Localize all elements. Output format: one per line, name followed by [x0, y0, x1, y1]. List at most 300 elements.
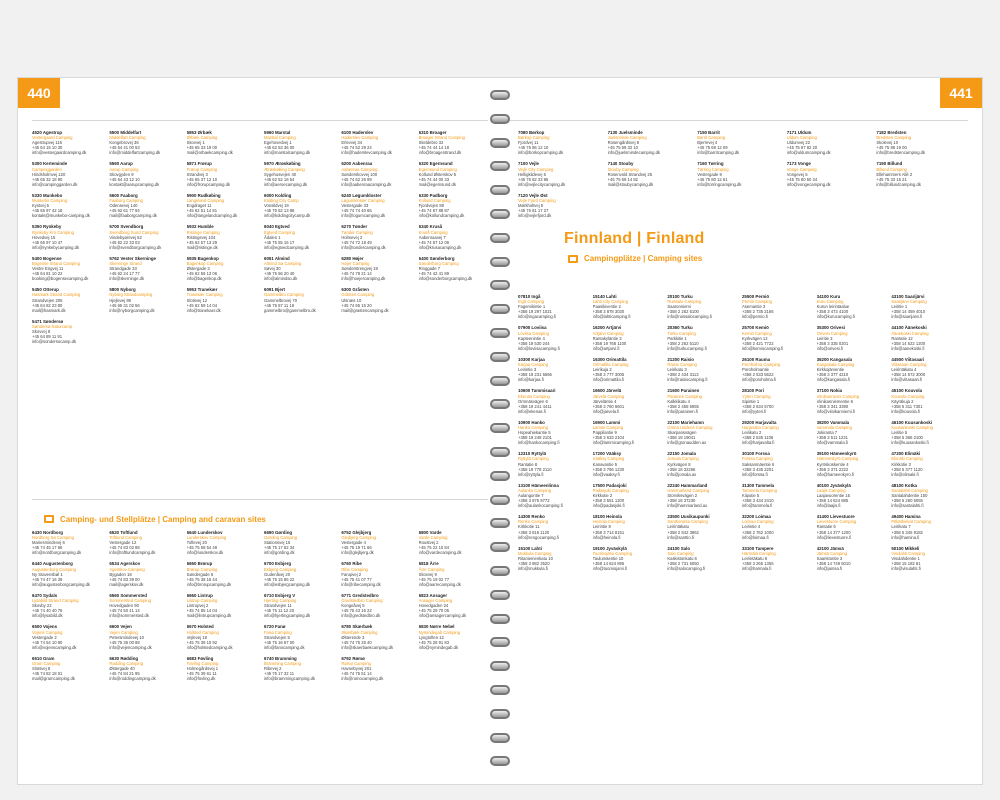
listing-detail: Farupvej 2	[341, 571, 362, 577]
listing-detail: +358 3 377 4210	[816, 372, 849, 378]
listing-subtitle: Salo Camping	[667, 550, 694, 556]
listing-detail: +45 75 39 10 92	[186, 639, 218, 645]
listing-subtitle: Ribe Camping	[341, 566, 368, 572]
listing-entry	[264, 656, 333, 681]
listing-subtitle: Visulahti Camping	[891, 550, 926, 556]
listing-detail: +358 3 714 8151	[592, 529, 625, 535]
listing-detail: info@sondersocamp.dk	[32, 339, 77, 345]
listing-entry	[787, 130, 869, 155]
listing-subtitle: Ruissalo Camping	[667, 299, 702, 305]
listing-detail: Strandvejen 11	[264, 603, 292, 609]
listing-subtitle: Forssa Camping	[741, 456, 773, 462]
listing-detail: info@ingacamping.fi	[518, 314, 557, 320]
listing-detail: +358 19 248 2101	[518, 435, 552, 441]
listing-entry	[109, 593, 178, 618]
listing-subtitle: Aabenraa Camping	[341, 166, 378, 172]
listing-detail: Roustvej 2	[418, 540, 439, 546]
listing-detail: Hovedvej 15	[32, 234, 56, 240]
listing-detail: info@krusacamping.dk	[418, 244, 462, 250]
listing-subtitle: Nyborg Strandcamping	[109, 292, 153, 298]
listing-detail: +45 75 57 11 16	[264, 302, 295, 308]
listing-detail: info@broagerstrand.dk	[418, 150, 462, 156]
listing-name: 6823 Ansager	[418, 592, 448, 598]
listing-detail: +358 14 377 1200	[816, 529, 851, 535]
listing-entry	[667, 451, 734, 476]
listing-detail: +358 3 265 1355	[741, 561, 774, 567]
listing-entry	[697, 161, 779, 186]
listing-subtitle: Vestergaard Camping	[32, 135, 73, 141]
listing-detail: +358 3 616 1120	[518, 529, 550, 535]
listing-detail: Leirikuja 2	[592, 367, 612, 373]
listing-entry	[742, 420, 809, 445]
listing-entry	[264, 193, 333, 218]
listing-detail: info@orimattila.fi	[592, 377, 624, 383]
listing-detail: +358 5 345 9182	[891, 529, 923, 535]
listing-detail: Kongebrovej 36	[109, 140, 139, 146]
listing-detail: info@jarvela.fi	[592, 408, 620, 414]
listing-name: 6800 Varde	[418, 530, 442, 535]
column	[109, 130, 178, 350]
listing-detail: Kurun leirintäalue	[816, 304, 850, 310]
listing-entry	[419, 530, 488, 555]
listing-subtitle: Rømø Camping	[341, 660, 371, 666]
listing-detail: Kystvej 5	[32, 203, 49, 209]
listing-name: 45100 Kouvola	[891, 388, 923, 394]
listing-detail: Hindsholmvej 120	[32, 171, 66, 177]
listing-subtitle: Laajis Camping	[816, 487, 846, 493]
listing-detail: Laajavuorentie 15	[816, 493, 850, 498]
listing-detail: +45 75 58 54 49	[186, 545, 218, 551]
listing-name: 43100 Saarijärvi	[891, 294, 925, 299]
listing-detail: info@ribecamping.dk	[341, 581, 381, 587]
listing-detail: +45 62 61 77 94	[109, 208, 140, 214]
listing-entry	[264, 256, 333, 281]
listing-detail: info@nyborgcamping.dk	[109, 307, 155, 313]
listing-subtitle: Sommersted Camping	[109, 598, 151, 604]
listing-detail: Vongevej 5	[786, 171, 808, 177]
listing-detail: info@kuusankoski.fi	[891, 440, 929, 446]
listing-detail: +45 75 36 00 98	[109, 639, 140, 645]
listing-name: 18100 Heinola	[592, 514, 622, 520]
listing-detail: +358 5 377 1120	[891, 466, 923, 472]
listing-entry	[419, 193, 488, 218]
listing-entry	[264, 130, 333, 155]
listing-subtitle: Lunderskov Camping	[186, 535, 227, 541]
listing-subtitle: Ristinge Camping	[186, 229, 220, 235]
listing-subtitle: Løgumkloster Camping	[341, 198, 385, 204]
listing-detail: info@salocamping.fi	[667, 566, 706, 572]
listing-detail: mail@stoubycamping.dk	[607, 181, 654, 187]
listing-detail: Santalahdentie 150	[891, 493, 928, 498]
camper-icon	[44, 515, 54, 523]
listing-detail: info@hamina.fi	[891, 534, 920, 540]
listing-name: 5600 Faaborg	[109, 192, 138, 198]
listing-name: 40100 Jyväskylä	[816, 482, 851, 488]
listing-detail: Käyräkuja 2	[891, 398, 914, 404]
listing-subtitle: Tammela Camping	[741, 487, 777, 493]
listing-subtitle: Haderslev Camping	[341, 135, 379, 141]
listing-detail: +358 14 749 5010	[816, 561, 851, 567]
listing-detail: +45 75 15 85 22	[264, 576, 295, 582]
listing-detail: +358 3 435 2201	[741, 466, 774, 472]
listing-detail: +45 74 44 14 18	[418, 145, 450, 151]
column	[341, 130, 410, 350]
listing-name: 42100 Jämsä	[816, 545, 844, 551]
listing-detail: +358 3 335 0201	[816, 340, 849, 346]
listing-detail: info@vaaksy.fi	[592, 471, 620, 477]
listing-detail: +45 75 67 82 20	[786, 145, 818, 151]
listing-detail: Asemantie 3	[741, 304, 766, 310]
listing-name: 16200 Artjärvi	[592, 325, 622, 331]
listing-entry	[742, 357, 809, 382]
listing-detail: info@sonderborgcamping.dk	[418, 276, 473, 282]
listing-name: 5471 Søndersø	[32, 318, 64, 324]
listing-detail: Gudenåvej 20	[264, 571, 291, 577]
listing-name: 5900 Rudkøbing	[186, 192, 221, 198]
listing-detail: info@bagenkop.dk	[186, 276, 222, 282]
listing-entry	[593, 357, 660, 382]
listing-subtitle: Kemiö Camping	[741, 330, 772, 336]
listing-detail: info@santtio.fi	[667, 534, 694, 540]
listing-entry	[32, 130, 101, 155]
listing-subtitle: Harjavalta Camping	[741, 424, 779, 430]
listing-detail: +45 75 55 16 17	[264, 239, 295, 245]
listing-detail: Aabenraavej 7	[418, 234, 446, 240]
listing-detail: Lintrupvej 2	[186, 603, 209, 609]
listing-subtitle: Augustenborg Camping	[32, 566, 76, 572]
listing-name: 5560 Aarup	[109, 161, 133, 167]
listing-detail: Leirikatu 2	[741, 430, 762, 436]
listing-name: 7120 Vejle Øst	[518, 192, 548, 198]
listing-name: 17200 Vääksy	[592, 451, 622, 457]
listing-name: 50100 Mikkeli	[891, 545, 920, 551]
column	[876, 130, 958, 224]
listing-name: 5871 Frørup	[186, 161, 212, 167]
listing-detail: Skovgyden 9	[109, 171, 134, 177]
listing-detail: Leirintäkatu	[667, 524, 689, 530]
listing-detail: info@barritcamping.dk	[697, 150, 740, 156]
listing-name: 20100 Turku	[667, 294, 693, 299]
listing-detail: +45 74 75 25 40	[341, 639, 372, 645]
listing-name: 25500 Perniö	[741, 294, 770, 299]
listing-detail: Østergade 40	[109, 666, 135, 672]
listing-entry	[518, 451, 585, 476]
listing-detail: Hovedgaden 90	[109, 603, 139, 609]
listing-detail: +45 64 41 00 53	[109, 145, 140, 151]
listing-subtitle: Bredsten Camping	[876, 135, 912, 141]
listing-detail: mail@gramcamping.dk	[32, 676, 75, 682]
listing-name: 6470 Sydals	[32, 592, 58, 598]
listing-name: 10300 Karjaa	[518, 356, 545, 362]
column	[419, 530, 488, 687]
listing-detail: +358 3 760 6601	[592, 403, 625, 409]
listing-name: 7150 Barrit	[697, 130, 720, 135]
listing-detail: info@hankocamping.fi	[518, 440, 560, 446]
listing-detail: Kyrkvägen 12	[741, 335, 768, 341]
listing-entry	[341, 193, 410, 218]
listing-detail: +45 74 72 18 49	[341, 239, 372, 245]
listing-detail: Agestrupvej 115	[32, 140, 62, 146]
listing-detail: +358 3 434 2410	[741, 498, 774, 504]
listing-detail: info@holstedcamping.dk	[186, 644, 233, 650]
listing-entry	[109, 193, 178, 218]
listing-subtitle: Egernsund Camping	[418, 166, 457, 172]
book-spread	[18, 78, 982, 784]
listing-name: 5800 Nyborg	[109, 287, 136, 293]
listing-detail: +45 74 84 21 95	[109, 671, 140, 677]
listing-subtitle: Ingå Camping	[518, 299, 545, 305]
page-number-tab: 440	[18, 78, 60, 108]
listing-detail: +358 15 182 81	[891, 561, 921, 567]
listing-entry	[341, 287, 410, 312]
listing-detail: +45 75 43 16 22	[341, 608, 372, 614]
column	[32, 530, 101, 687]
listing-detail: Petersmindevej 10	[109, 634, 145, 640]
listing-detail: mail@grastencamping.dk	[341, 307, 389, 313]
listing-detail: Vestergade 12	[109, 540, 137, 546]
listing-detail: info@svendborgcamping.dk	[109, 244, 162, 250]
listing-detail: +45 75 69 14 82	[607, 176, 638, 182]
listing-detail: Leirintäkatu 8	[741, 555, 768, 561]
listing-subtitle: Søndersø Naturcamp	[32, 323, 73, 329]
listing-detail: Rosengårdsvej 8	[607, 140, 640, 146]
listing-detail: info@loviisacamping.fi	[518, 345, 560, 351]
listing-detail: +45 74 74 40 65	[341, 208, 372, 214]
listing-detail: Ringgade 7	[418, 266, 441, 272]
listing-name: 6670 Holsted	[186, 624, 214, 630]
listing-subtitle: Äänekoski Camping	[891, 330, 929, 336]
listing-detail: Vestergade 4	[341, 540, 367, 546]
listing-subtitle: Rødding Camping	[109, 660, 144, 666]
listing-subtitle: Bogense Strand Camping	[32, 260, 80, 266]
listing-detail: info@viinikanniemi.fi	[816, 408, 855, 414]
listing-detail: Helligkildevej 5	[518, 171, 546, 177]
listing-subtitle: Juelsminde Camping	[607, 135, 647, 141]
listing-detail: Ellehammers Allé 2	[876, 171, 913, 177]
listing-entry	[264, 161, 333, 186]
listing-entry	[817, 420, 884, 445]
listing-detail: +45 75 17 32 11	[264, 671, 295, 677]
listing-entry	[891, 420, 958, 445]
column	[109, 530, 178, 687]
listing-subtitle: Bagenkop Camping	[186, 260, 224, 266]
listing-entry	[518, 357, 585, 382]
listing-subtitle: Toftlund Camping	[109, 535, 142, 541]
listing-entry	[341, 161, 410, 186]
listing-detail: info@kollundcamping.dk	[418, 213, 465, 219]
listing-detail: +358 19 778 2110	[518, 466, 552, 472]
listing-detail: info@torringcamping.dk	[697, 181, 742, 187]
listing-name: 5700 Svendborg	[109, 224, 144, 230]
listing-detail: booking@bogensecamping.dk	[32, 276, 89, 282]
listing-detail: mail@egernsund.dk	[418, 181, 456, 187]
listing-name: 28100 Pori	[741, 388, 764, 394]
column	[187, 530, 256, 687]
listing-detail: info@langelandcamping.dk	[186, 213, 238, 219]
listing-detail: info@mukkula.fi	[518, 566, 548, 572]
column	[341, 530, 410, 687]
listing-entry	[667, 325, 734, 350]
listing-entry	[187, 224, 256, 249]
listing-detail: info@lievestuore.fi	[816, 534, 852, 540]
listing-detail: Strandvejen 5	[264, 634, 290, 640]
listing-detail: Havnebyvej 201	[341, 666, 372, 672]
listing-detail: info@karjaa.fi	[518, 377, 544, 383]
listing-detail: info@brorupcamping.dk	[186, 581, 232, 587]
listing-entry	[419, 224, 488, 249]
listing-detail: Kanavantie 5	[592, 461, 618, 467]
listing-detail: +358 3 766 1230	[592, 466, 625, 472]
listing-detail: info@middelfartcamping.dk	[109, 150, 161, 156]
listing-detail: Fagervikintie 1	[518, 304, 546, 310]
listing-detail: info@glejbjerg.dk	[341, 550, 374, 556]
listing-subtitle: Poroholma Camping	[741, 362, 781, 368]
listing-subtitle: Järvelä Camping	[592, 393, 625, 399]
listing-detail: info@kemiocamping.fi	[741, 345, 784, 351]
listing-subtitle: Vonge Camping	[786, 166, 817, 172]
listing-name: 10900 Hanko	[518, 419, 545, 425]
listing-detail: +358 5 311 7301	[891, 403, 923, 409]
listing-detail: info@vejlecitycamping.dk	[518, 181, 566, 187]
listing-entry	[187, 256, 256, 281]
listing-name: 16300 Orimattila	[592, 356, 627, 362]
listing-entry	[32, 319, 101, 344]
column	[518, 294, 585, 577]
listing-detail: Viinikanniementie 6	[816, 398, 853, 404]
listing-detail: info@rengocamping.fi	[518, 534, 559, 540]
listing-entry	[32, 656, 101, 681]
listing-detail: +45 74 62 26 99	[341, 176, 372, 182]
listing-subtitle: Kuru Camping	[816, 299, 844, 305]
listing-detail: +45 75 69 32 10	[607, 145, 638, 151]
listing-detail: info@frorupcamping.dk	[186, 181, 231, 187]
listing-detail: Aulangontie 7	[518, 493, 544, 498]
listing-detail: info@aulankocamping.fi	[518, 503, 563, 509]
listing-entry	[187, 561, 256, 586]
listing-name: 6830 Nørre Nebel	[418, 624, 455, 630]
listing-name: 6000 Kolding	[264, 192, 292, 198]
listing-detail: info@viitasaari.fi	[891, 377, 923, 383]
listing-entry	[667, 514, 734, 539]
listing-name: 20360 Turku	[667, 325, 693, 331]
listing-detail: mail@hasmark.dk	[32, 307, 66, 313]
listing-subtitle: Middelfart Camping	[109, 135, 146, 141]
listing-detail: +45 64 81 10 22	[32, 271, 63, 277]
listing-detail: info@ansagercamping.dk	[418, 613, 467, 619]
listing-subtitle: Kolding City Camp	[264, 198, 299, 204]
listing-detail: +358 3 878 3030	[592, 309, 625, 315]
listing-entry	[787, 161, 869, 186]
listing-entry	[667, 546, 734, 571]
listing-name: 44500 Viitasaari	[891, 356, 925, 362]
listing-detail: Taulumäentie 10	[592, 555, 624, 561]
listing-subtitle: Stouby Camping	[607, 166, 639, 172]
listing-detail: Sønderskovvej 100	[341, 171, 378, 177]
column	[264, 530, 333, 687]
listing-detail: Mørkholtvej 5	[518, 203, 544, 209]
listing-detail: kontakt@aarupcamping.dk	[109, 181, 160, 187]
listing-name: 7160 Tørring	[697, 161, 724, 167]
listing-detail: +358 2 533 5522	[741, 372, 774, 378]
listing-entry	[341, 656, 410, 681]
listing-subtitle: Mukkula Camping	[518, 550, 552, 556]
listing-detail: info@marstalcamping.dk	[264, 150, 311, 156]
listing-detail: info@ekenas.fi	[518, 408, 546, 414]
listing-detail: info@padasjoki.fi	[592, 503, 625, 509]
listing-detail: +45 74 83 02 88	[109, 545, 140, 551]
listing-subtitle: Lievestuore Camping	[816, 519, 857, 525]
listing-detail: info@brammingcamping.dk	[264, 676, 316, 682]
listing-entry	[264, 224, 333, 249]
listing-entry	[891, 514, 958, 539]
listing-name: 35300 Orivesi	[816, 325, 845, 331]
listing-entry	[667, 294, 734, 319]
listing-entry	[891, 388, 958, 413]
listing-subtitle: Gørding Camping	[264, 535, 298, 541]
listing-subtitle: Esbjerg Camping	[264, 566, 297, 572]
listing-name: 7100 Vejle	[518, 161, 539, 167]
listing-detail: info@toftlundcamping.dk	[109, 550, 156, 556]
listing-detail: +45 74 67 12 06	[418, 239, 450, 245]
listing-name: 19100 Jyväskylä	[592, 545, 627, 551]
listing-subtitle: Nordborg Sø Camping	[32, 535, 74, 541]
right-top-columns	[518, 130, 958, 224]
listing-subtitle: Tranekær Camping	[186, 292, 223, 298]
listing-detail: +45 75 80 50 34	[786, 176, 818, 182]
listing-name: 13100 Hämeenlinna	[518, 482, 559, 488]
listing-subtitle: Tuomiojärvi Camping	[592, 550, 633, 556]
listing-name: 6690 Gørding	[264, 530, 293, 535]
listing-name: 07810 Ingå	[518, 294, 541, 299]
listing-detail: Leiritie 1	[891, 304, 908, 310]
listing-name: 15100 Lahti	[518, 545, 542, 551]
column	[742, 294, 809, 577]
listing-detail: Sygehusvejen 40	[264, 171, 297, 177]
listing-detail: Strandgade 33	[109, 266, 137, 272]
listing-detail: +45 62 22 33 03	[109, 239, 140, 245]
listing-subtitle: Munkebo Camping	[32, 198, 68, 204]
listing-entry	[419, 593, 488, 618]
listing-name: 7173 Vonge	[786, 161, 811, 167]
listing-name: 6091 Bjert	[264, 287, 285, 293]
listing-entry	[518, 420, 585, 445]
listing-detail: info@hameenkyro.fi	[816, 471, 854, 477]
listing-name: 6600 Vejen	[109, 624, 132, 630]
listing-subtitle: Perniö Camping	[741, 299, 773, 305]
listing-detail: info@artjarvi.fi	[592, 345, 620, 351]
listing-entry	[109, 161, 178, 186]
listing-subtitle: Langeland Camping	[186, 198, 225, 204]
listing-detail: info@kangasala.fi	[816, 377, 851, 383]
listing-name: 6100 Haderslev	[341, 130, 374, 135]
listing-detail: info@uldumcamping.dk	[786, 150, 831, 156]
listing-detail: Leirintie 4	[741, 524, 761, 530]
listing-name: 37100 Nokia	[816, 388, 843, 394]
listing-detail: info@lammicamping.fi	[592, 440, 634, 446]
listing-subtitle: Tørring Camping	[697, 166, 729, 172]
listing-entry	[32, 593, 101, 618]
column	[667, 294, 734, 577]
listing-entry	[341, 256, 410, 281]
listing-detail: info@hjertingcamping.dk	[264, 613, 311, 619]
listing-detail: info@poroholma.fi	[741, 377, 777, 383]
listing-subtitle: Skærbæk Camping	[341, 629, 378, 635]
listing-detail: Sønderstrengvej 19	[341, 266, 378, 272]
listing-detail: +45 65 97 42 18	[32, 208, 63, 214]
listing-name: 36200 Kangasala	[816, 356, 853, 362]
listing-detail: +358 2 735 2166	[741, 309, 774, 315]
listing-name: 6760 Ribe	[341, 561, 362, 567]
